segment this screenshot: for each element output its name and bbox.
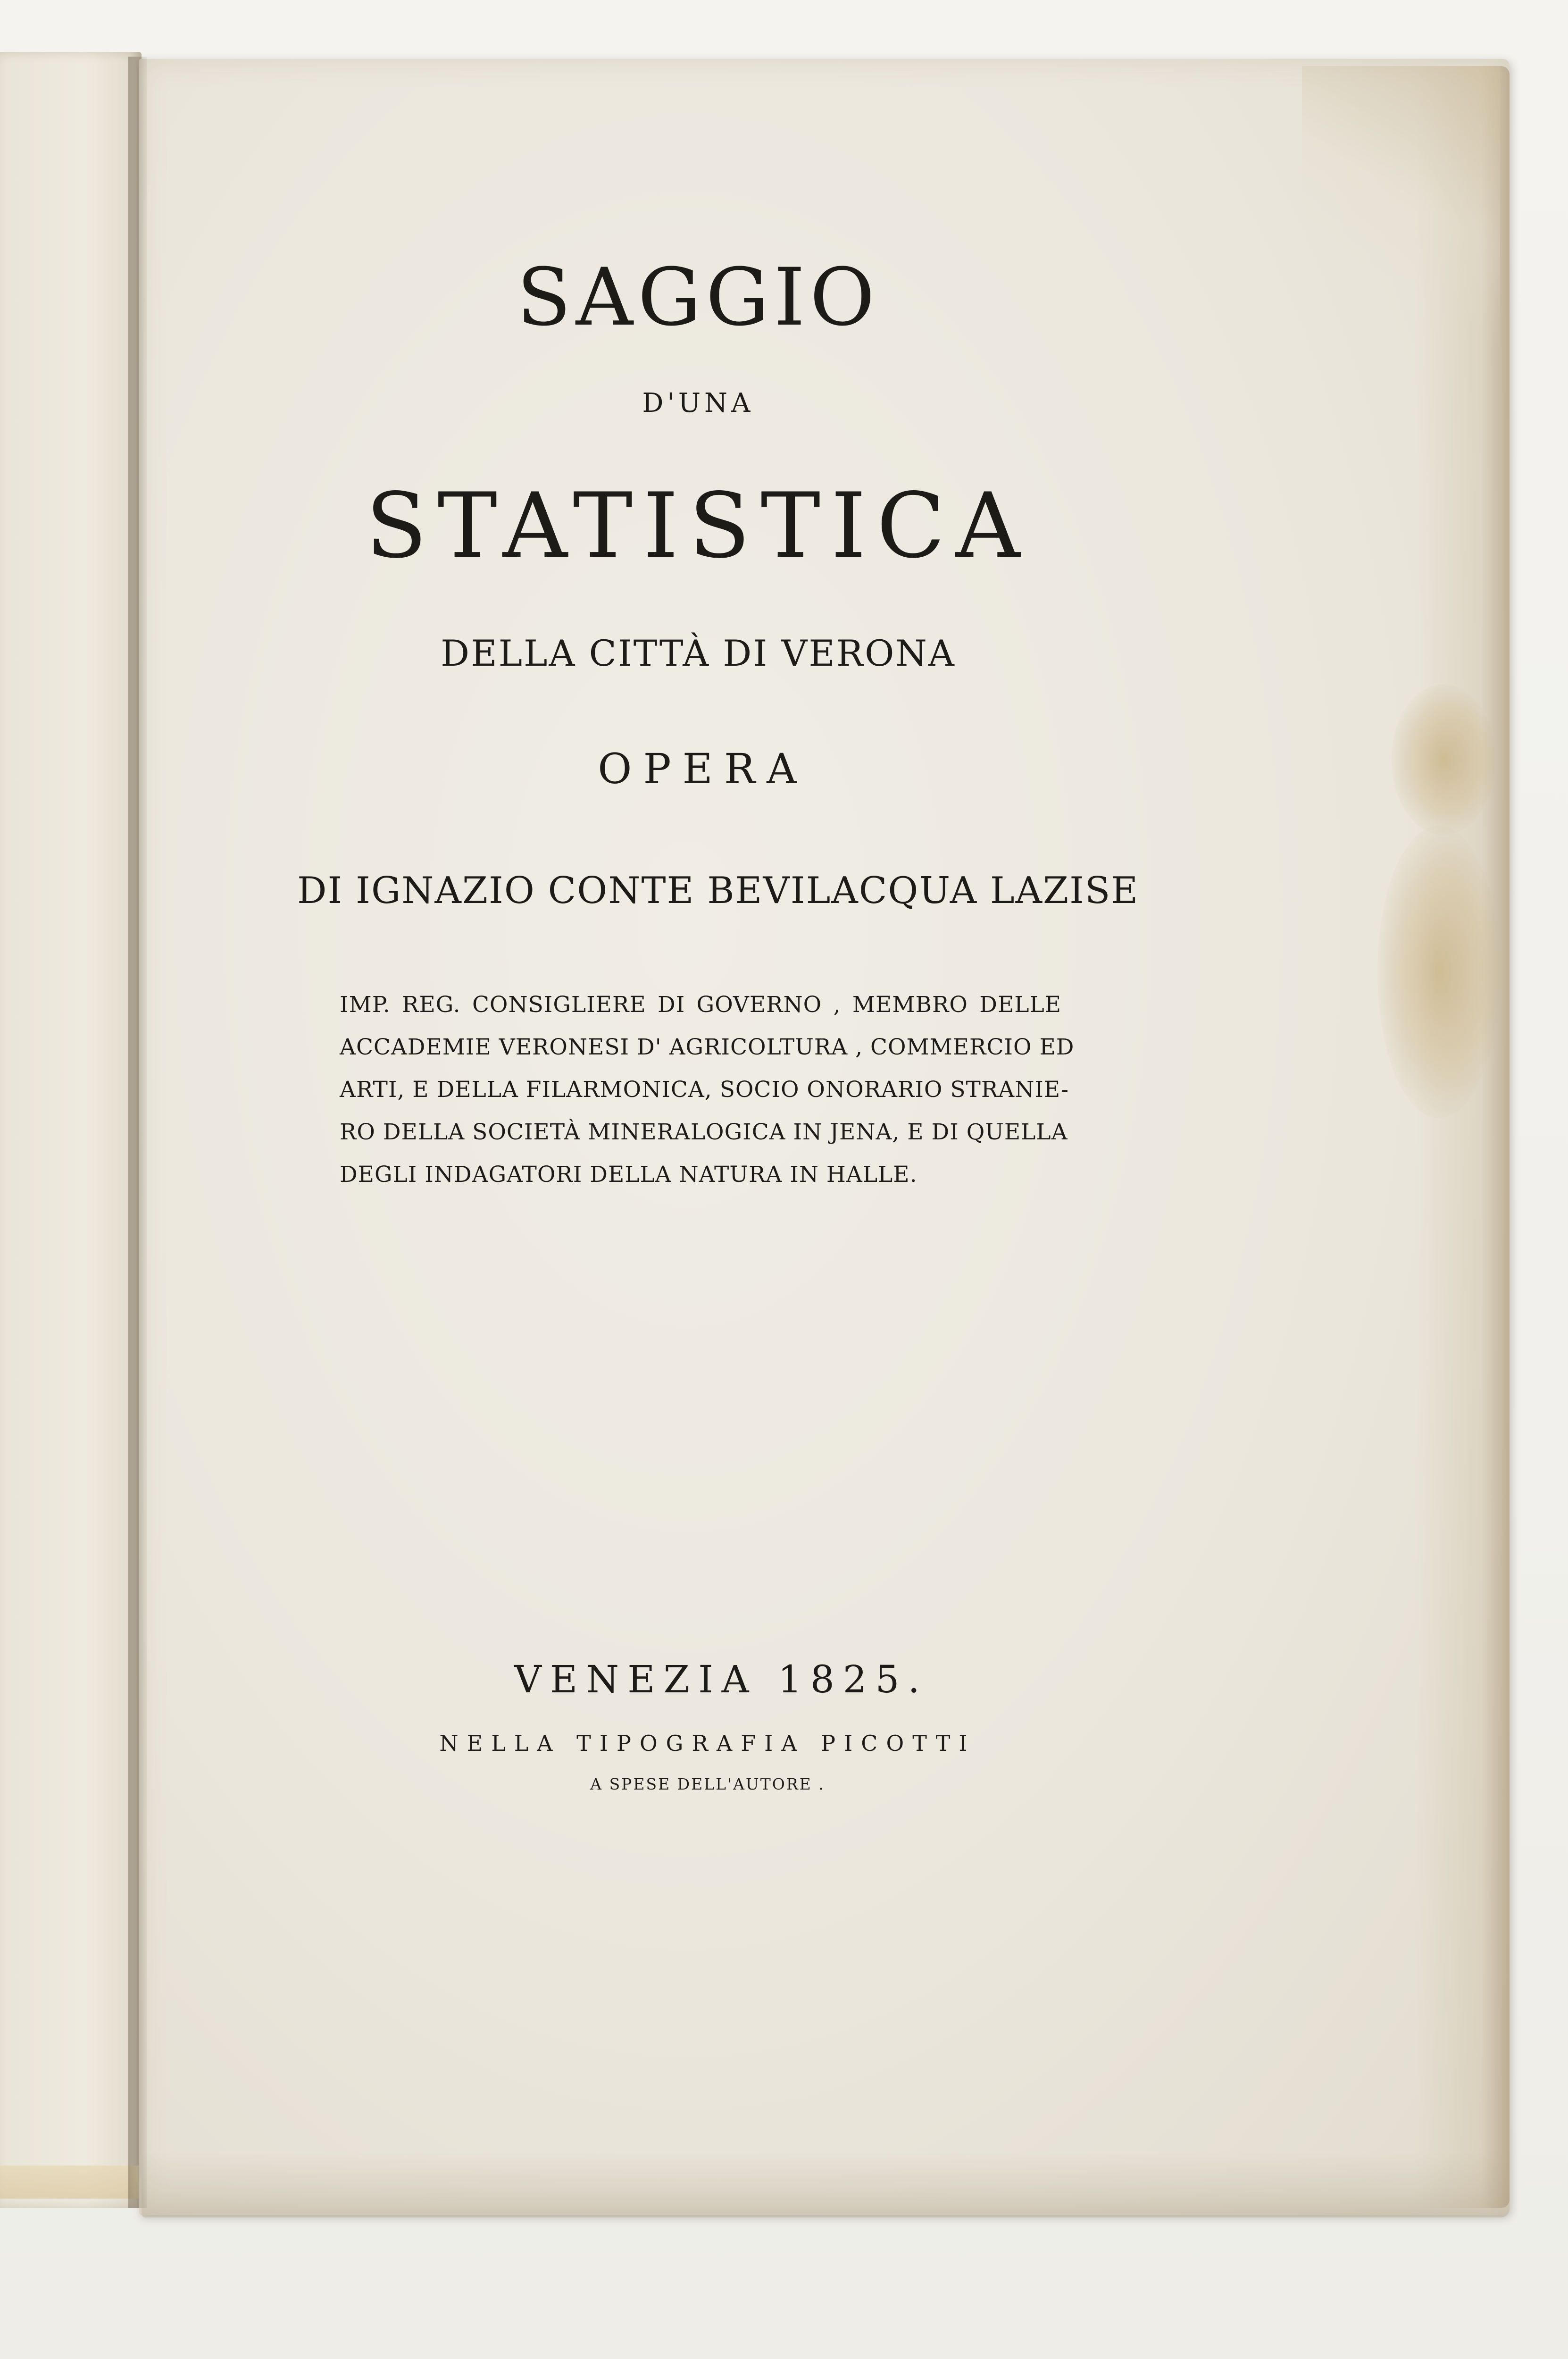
credentials-line: DEGLI INDAGATORI DELLA NATURA IN HALLE. (340, 1162, 917, 1188)
subtitle-city: DELLA CITTÀ DI VERONA (441, 632, 956, 674)
credentials-line: IMP. REG. CONSIGLIERE DI GOVERNO , MEMBRO DELLE (340, 992, 1061, 1018)
credentials-line: RO DELLA SOCIETÀ MINERALOGICA IN JENA, E DI QUELLA (340, 1119, 1068, 1145)
imprint-place-date: VENEZIA 1825. (514, 1657, 928, 1701)
credentials-line: ACCADEMIE VERONESI D' AGRICOLTURA , COMMERCIO ED (340, 1034, 1075, 1060)
subtitle-duna: D'UNA (642, 388, 754, 418)
main-title-saggio: SAGGIO (517, 251, 880, 343)
imprint-expense-note: A SPESE DELL'AUTORE . (590, 1775, 825, 1793)
author-line: DI IGNAZIO CONTE BEVILACQUA LAZISE (297, 870, 1139, 912)
imprint-printer: NELLA TIPOGRAFIA PICOTTI (439, 1731, 976, 1756)
credentials-line: ARTI, E DELLA FILARMONICA, SOCIO ONORARIO STRANIE- (340, 1077, 1069, 1103)
opera-label: OPERA (598, 745, 808, 793)
main-title-statistica: STATISTICA (366, 474, 1031, 578)
